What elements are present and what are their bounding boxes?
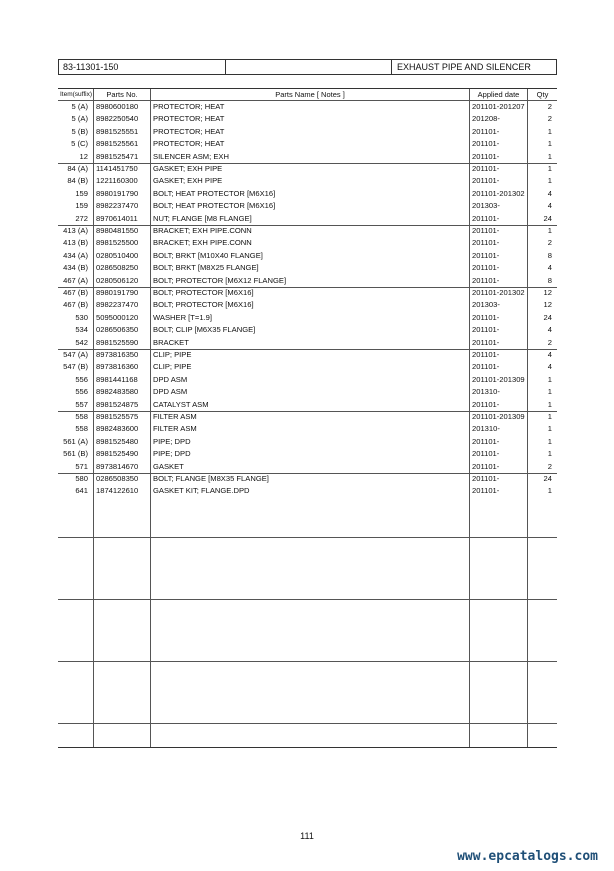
table-row bbox=[58, 151, 557, 163]
part-name-cell: PROTECTOR; HEAT bbox=[153, 102, 225, 111]
applied-date-cell: 201101- bbox=[472, 350, 500, 359]
item-cell: 413 (A) bbox=[63, 226, 88, 235]
quantity-cell: 4 bbox=[547, 188, 552, 198]
part-name-cell: BOLT; BRKT [M10X40 FLANGE] bbox=[153, 250, 263, 260]
group-rule bbox=[58, 225, 557, 226]
quantity-cell: 1 bbox=[547, 126, 552, 136]
part-name-cell: CLIP; PIPE bbox=[153, 362, 192, 372]
part-name-cell: BOLT; PROTECTOR [M6X16] bbox=[153, 288, 254, 297]
part-number-cell: 8981525500 bbox=[96, 238, 139, 248]
applied-date-cell: 201101- bbox=[472, 250, 500, 260]
quantity-cell: 1 bbox=[547, 399, 552, 409]
part-name-cell: BOLT; PROTECTOR [M6X16] bbox=[153, 300, 254, 310]
quantity-cell: 2 bbox=[547, 102, 552, 111]
group-rule bbox=[58, 287, 557, 288]
col-header-part: Parts No. bbox=[106, 90, 138, 99]
col-header-item: Item(suffix) bbox=[59, 91, 93, 98]
part-name-cell: DPD ASM bbox=[153, 387, 188, 397]
table-row bbox=[58, 163, 557, 175]
item-cell: 641 bbox=[75, 486, 88, 496]
quantity-cell: 2 bbox=[547, 238, 552, 248]
part-name-cell: CATALYST ASM bbox=[153, 399, 209, 409]
part-name-cell: BOLT; HEAT PROTECTOR [M6X16] bbox=[153, 188, 276, 198]
applied-date-cell: 201101- bbox=[472, 176, 500, 186]
applied-date-cell: 201303- bbox=[472, 300, 500, 310]
part-number-cell: 8981525561 bbox=[96, 139, 139, 149]
item-cell: 556 bbox=[75, 387, 88, 397]
applied-date-cell: 201310- bbox=[472, 387, 500, 397]
item-cell: 159 bbox=[75, 188, 88, 198]
applied-date-cell: 201101-201207 bbox=[472, 102, 525, 111]
applied-date-cell: 201101-201309 bbox=[472, 412, 525, 421]
applied-date-cell: 201101- bbox=[472, 362, 500, 372]
table-row bbox=[58, 138, 557, 150]
applied-date-cell: 201101- bbox=[472, 226, 500, 235]
item-cell: 580 bbox=[75, 474, 88, 483]
applied-date-cell: 201310- bbox=[472, 424, 500, 434]
table-row bbox=[58, 485, 557, 497]
table-row bbox=[58, 275, 557, 287]
item-cell: 571 bbox=[75, 461, 88, 471]
part-name-cell: PROTECTOR; HEAT bbox=[153, 139, 225, 149]
table-row bbox=[58, 175, 557, 187]
part-name-cell: BOLT; BRKT [M8X25 FLANGE] bbox=[153, 263, 259, 273]
applied-date-cell: 201101- bbox=[472, 238, 500, 248]
item-cell: 5 (A) bbox=[71, 114, 88, 124]
part-name-cell: NUT; FLANGE [M8 FLANGE] bbox=[153, 213, 252, 223]
table-row bbox=[58, 374, 557, 386]
quantity-cell: 1 bbox=[547, 387, 552, 397]
applied-date-cell: 201101- bbox=[472, 126, 500, 136]
item-cell: 557 bbox=[75, 399, 88, 409]
applied-date-cell: 201101- bbox=[472, 325, 500, 335]
item-cell: 561 (A) bbox=[63, 436, 88, 446]
table-row bbox=[58, 312, 557, 324]
applied-date-cell: 201101- bbox=[472, 213, 500, 223]
table-row bbox=[58, 399, 557, 411]
table-row bbox=[58, 101, 557, 113]
applied-date-cell: 201101- bbox=[472, 312, 500, 322]
applied-date-cell: 201101-201302 bbox=[472, 288, 525, 297]
quantity-cell: 1 bbox=[547, 412, 552, 421]
table-row bbox=[58, 262, 557, 274]
applied-date-cell: 201101- bbox=[472, 275, 500, 285]
table-row bbox=[58, 461, 557, 473]
applied-date-cell: 201101- bbox=[472, 139, 500, 149]
part-number-cell: 8982483600 bbox=[96, 424, 139, 434]
quantity-cell: 8 bbox=[547, 250, 552, 260]
part-number-cell: 8981525551 bbox=[96, 126, 139, 136]
item-cell: 558 bbox=[75, 412, 88, 421]
part-name-cell: SILENCER ASM; EXH bbox=[153, 151, 229, 161]
part-number-cell: 0286508250 bbox=[96, 263, 139, 273]
quantity-cell: 8 bbox=[547, 275, 552, 285]
table-row bbox=[58, 225, 557, 237]
applied-date-cell: 201101-201309 bbox=[472, 374, 525, 384]
quantity-cell: 1 bbox=[547, 151, 552, 161]
col-header-name: Parts Name [ Notes ] bbox=[275, 90, 345, 99]
applied-date-cell: 201101- bbox=[472, 436, 500, 446]
table-row bbox=[58, 324, 557, 336]
table-row bbox=[58, 250, 557, 262]
quantity-cell: 1 bbox=[547, 486, 552, 496]
item-cell: 530 bbox=[75, 312, 88, 322]
item-cell: 542 bbox=[75, 337, 88, 347]
item-cell: 84 (B) bbox=[67, 176, 88, 186]
item-cell: 547 (A) bbox=[63, 350, 88, 359]
part-name-cell: BOLT; PROTECTOR [M6X12 FLANGE] bbox=[153, 275, 287, 285]
part-name-cell: GASKET; EXH PIPE bbox=[153, 176, 223, 186]
quantity-cell: 4 bbox=[547, 350, 552, 359]
item-cell: 434 (B) bbox=[63, 263, 88, 273]
part-number-cell: 8981525480 bbox=[96, 436, 139, 446]
quantity-cell: 1 bbox=[547, 164, 552, 173]
quantity-cell: 2 bbox=[547, 461, 552, 471]
quantity-cell: 4 bbox=[547, 263, 552, 273]
quantity-cell: 12 bbox=[543, 300, 552, 310]
group-rule bbox=[58, 473, 557, 474]
part-number-cell: 8970614011 bbox=[96, 213, 138, 223]
header-box bbox=[58, 59, 557, 75]
part-name-cell: GASKET KIT; FLANGE.DPD bbox=[153, 486, 250, 496]
table-row bbox=[58, 337, 557, 349]
part-name-cell: FILTER ASM bbox=[153, 412, 197, 421]
table-row bbox=[58, 200, 557, 212]
part-name-cell: PIPE; DPD bbox=[153, 436, 191, 446]
part-number-cell: 0280510400 bbox=[96, 250, 139, 260]
table-row bbox=[58, 299, 557, 311]
applied-date-cell: 201101- bbox=[472, 486, 500, 496]
item-cell: 467 (B) bbox=[63, 300, 88, 310]
quantity-cell: 1 bbox=[547, 176, 552, 186]
part-number-cell: 5095000120 bbox=[96, 312, 139, 322]
table-row bbox=[58, 237, 557, 249]
part-name-cell: BRACKET; EXH PIPE.CONN bbox=[153, 226, 252, 235]
part-name-cell: BOLT; HEAT PROTECTOR [M6X16] bbox=[153, 201, 276, 211]
applied-date-cell: 201101- bbox=[472, 449, 500, 459]
part-name-cell: CLIP; PIPE bbox=[153, 350, 192, 359]
table-row bbox=[58, 448, 557, 460]
applied-date-cell: 201208- bbox=[472, 114, 500, 124]
table-row bbox=[58, 423, 557, 435]
block-rule bbox=[58, 537, 557, 538]
table-row bbox=[58, 188, 557, 200]
group-rule bbox=[58, 349, 557, 350]
part-number-cell: 1221160300 bbox=[96, 176, 138, 186]
applied-date-cell: 201101- bbox=[472, 399, 500, 409]
applied-date-cell: 201101- bbox=[472, 474, 500, 483]
part-number-cell: 1874122610 bbox=[96, 486, 139, 496]
quantity-cell: 12 bbox=[543, 288, 552, 297]
quantity-cell: 1 bbox=[547, 424, 552, 434]
quantity-cell: 1 bbox=[547, 436, 552, 446]
block-rule bbox=[58, 599, 557, 600]
table-row bbox=[58, 386, 557, 398]
table-row bbox=[58, 126, 557, 138]
part-number-cell: 0280506120 bbox=[96, 275, 139, 285]
part-name-cell: DPD ASM bbox=[153, 374, 188, 384]
part-number-cell: 1141451750 bbox=[96, 164, 138, 173]
item-cell: 534 bbox=[75, 325, 88, 335]
table-row bbox=[58, 473, 557, 485]
part-name-cell: PROTECTOR; HEAT bbox=[153, 126, 225, 136]
part-name-cell: WASHER [T=1.9] bbox=[153, 312, 213, 322]
col-header-date: Applied date bbox=[477, 90, 520, 99]
quantity-cell: 4 bbox=[547, 362, 552, 372]
part-number-cell: 8982483580 bbox=[96, 387, 139, 397]
part-name-cell: BOLT; CLIP [M6X35 FLANGE] bbox=[153, 325, 256, 335]
part-number-cell: 8982237470 bbox=[96, 300, 139, 310]
table-row bbox=[58, 349, 557, 361]
part-name-cell: BRACKET bbox=[153, 337, 189, 347]
block-rule bbox=[58, 723, 557, 724]
item-cell: 547 (B) bbox=[63, 362, 88, 372]
header-divider bbox=[391, 60, 392, 74]
part-name-cell: PIPE; DPD bbox=[153, 449, 191, 459]
applied-date-cell: 201101- bbox=[472, 337, 500, 347]
part-name-cell: BRACKET; EXH PIPE.CONN bbox=[153, 238, 252, 248]
col-header-qty: Qty bbox=[536, 90, 549, 99]
part-name-cell: GASKET; EXH PIPE bbox=[153, 164, 223, 173]
item-cell: 467 (A) bbox=[63, 275, 88, 285]
applied-date-cell: 201101- bbox=[472, 461, 500, 471]
part-name-cell: FILTER ASM bbox=[153, 424, 197, 434]
item-cell: 434 (A) bbox=[63, 250, 88, 260]
item-cell: 159 bbox=[75, 201, 88, 211]
quantity-cell: 2 bbox=[547, 337, 552, 347]
quantity-cell: 4 bbox=[547, 201, 552, 211]
parts-table bbox=[58, 88, 557, 748]
part-number-cell: 0286508350 bbox=[96, 474, 139, 483]
part-number-cell: 8982237470 bbox=[96, 201, 139, 211]
part-number-cell: 8973816350 bbox=[96, 350, 139, 359]
item-cell: 556 bbox=[75, 374, 88, 384]
item-cell: 558 bbox=[75, 424, 88, 434]
table-row bbox=[58, 361, 557, 373]
watermark: www.epcatalogs.com bbox=[457, 849, 598, 864]
item-cell: 12 bbox=[79, 151, 88, 161]
table-row bbox=[58, 287, 557, 299]
applied-date-cell: 201101-201302 bbox=[472, 188, 525, 198]
group-rule bbox=[58, 163, 557, 164]
applied-date-cell: 201303- bbox=[472, 201, 500, 211]
part-name-cell: GASKET bbox=[153, 461, 184, 471]
block-rule bbox=[58, 661, 557, 662]
table-row bbox=[58, 113, 557, 125]
item-cell: 467 (B) bbox=[63, 288, 88, 297]
applied-date-cell: 201101- bbox=[472, 164, 500, 173]
section-title: EXHAUST PIPE AND SILENCER bbox=[397, 62, 531, 72]
quantity-cell: 2 bbox=[547, 114, 552, 124]
quantity-cell: 24 bbox=[543, 213, 552, 223]
part-number-cell: 8981525490 bbox=[96, 449, 139, 459]
group-rule bbox=[58, 411, 557, 412]
quantity-cell: 1 bbox=[547, 226, 552, 235]
page-number: 111 bbox=[300, 831, 314, 841]
item-cell: 5 (A) bbox=[71, 102, 88, 111]
part-number-cell: 8981525471 bbox=[96, 151, 139, 161]
catalog-code: 83-11301-150 bbox=[63, 62, 119, 72]
part-name-cell: BOLT; FLANGE [M8X35 FLANGE] bbox=[153, 474, 269, 483]
applied-date-cell: 201101- bbox=[472, 263, 500, 273]
table-row bbox=[58, 213, 557, 225]
item-cell: 413 (B) bbox=[63, 238, 88, 248]
part-number-cell: 8973814670 bbox=[96, 461, 139, 471]
item-cell: 5 (B) bbox=[71, 126, 88, 136]
table-row bbox=[58, 411, 557, 423]
item-cell: 561 (B) bbox=[63, 449, 88, 459]
part-number-cell: 8981524875 bbox=[96, 399, 139, 409]
part-number-cell: 8981441168 bbox=[96, 374, 138, 384]
part-number-cell: 8973816360 bbox=[96, 362, 139, 372]
quantity-cell: 1 bbox=[547, 374, 552, 384]
quantity-cell: 24 bbox=[543, 474, 552, 483]
table-row bbox=[58, 436, 557, 448]
part-number-cell: 8980481550 bbox=[96, 226, 139, 235]
part-number-cell: 8981525590 bbox=[96, 337, 139, 347]
item-cell: 272 bbox=[75, 213, 88, 223]
item-cell: 84 (A) bbox=[67, 164, 88, 173]
part-number-cell: 8980191790 bbox=[96, 188, 139, 198]
header-divider bbox=[225, 60, 226, 74]
part-number-cell: 8980191790 bbox=[96, 288, 139, 297]
part-number-cell: 8980600180 bbox=[96, 102, 139, 111]
part-number-cell: 0286506350 bbox=[96, 325, 139, 335]
quantity-cell: 24 bbox=[543, 312, 552, 322]
part-name-cell: PROTECTOR; HEAT bbox=[153, 114, 225, 124]
quantity-cell: 4 bbox=[547, 325, 552, 335]
part-number-cell: 8982250540 bbox=[96, 114, 139, 124]
quantity-cell: 1 bbox=[547, 139, 552, 149]
applied-date-cell: 201101- bbox=[472, 151, 500, 161]
part-number-cell: 8981525575 bbox=[96, 412, 139, 421]
item-cell: 5 (C) bbox=[71, 139, 88, 149]
quantity-cell: 1 bbox=[547, 449, 552, 459]
